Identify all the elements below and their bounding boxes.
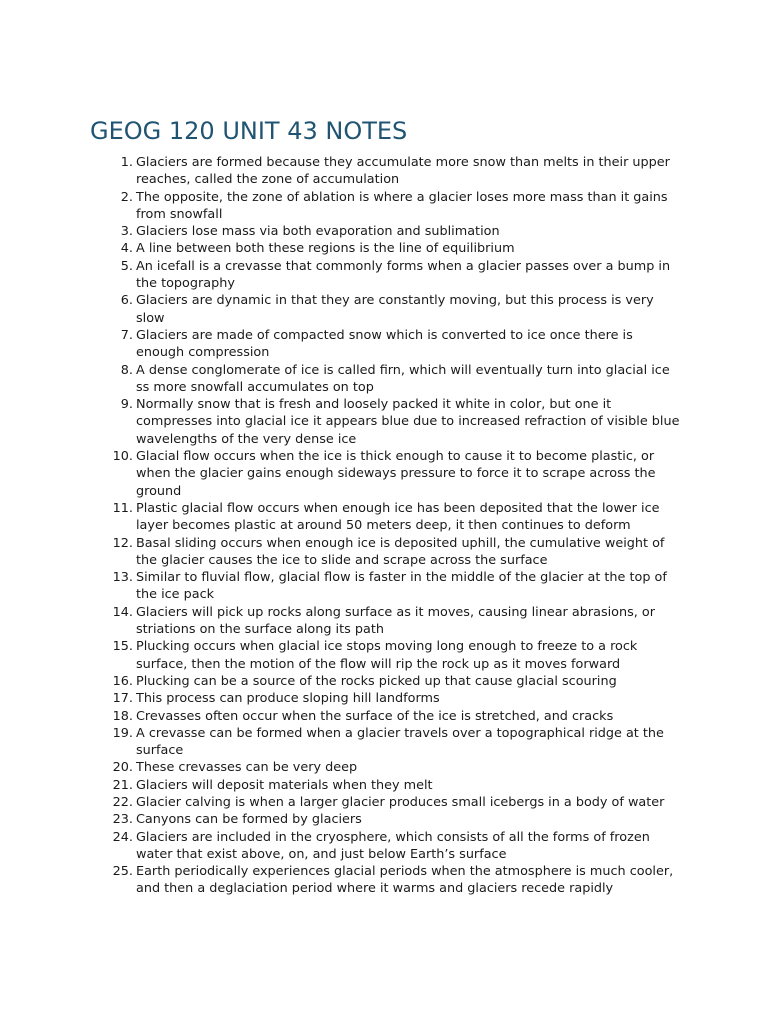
list-item-text: Similar to fluvial flow, glacial flow is faster in the middle of the glacier at the top of the ice pack [136, 570, 667, 603]
list-item-number: 13. [112, 570, 133, 586]
list-item [0, 829, 681, 864]
list-item-number: 16. [112, 673, 133, 689]
list-item-text: A crevasse can be formed when a glacier travels over a topographical ridge at the surface [136, 725, 664, 759]
list-item [0, 690, 681, 707]
list-item-number: 12. [112, 535, 133, 551]
list-item-number: 10. [112, 449, 133, 465]
list-item-number: 22. [112, 794, 133, 810]
list-item-text: Basal sliding occurs when enough ice is deposited uphill, the cumulative weight of the glacier causes the ice to slide and scrape across the surface [136, 535, 665, 568]
list-item-number: 24. [112, 829, 133, 845]
list-item-text: Glaciers will pick up rocks along surface as it moves, causing linear abrasions, or striations on the surface along its path [136, 604, 656, 638]
list-item-number: 23. [112, 812, 133, 828]
list-item-number: 7. [120, 327, 133, 343]
list-item [0, 327, 681, 362]
list-item-text: The opposite, the zone of ablation is where a glacier loses more mass than it gains from snowfall [136, 189, 668, 222]
list-item-number: 9. [120, 397, 133, 413]
list-item-number: 20. [112, 760, 133, 776]
list-item-text: Glacial flow occurs when the ice is thick enough to cause it to become plastic, or when the glacier gains enough sideways pressure to force it to scrape across the ground [136, 449, 656, 499]
list-item [0, 569, 681, 604]
list-item [0, 708, 681, 725]
list-item-text: Earth periodically experiences glacial periods when the atmosphere is much cooler, and then a deglaciation period where it warms and glaciers recede rapidly [136, 864, 674, 897]
list-item-number: 8. [120, 362, 133, 378]
list-item-text: Normally snow that is fresh and loosely packed it white in color, but one it compresses into glacial ice it appears blue due to increased refraction of visible blue wavelengths of the very dense ice [136, 397, 680, 447]
list-item-text: These crevasses can be very deep [136, 760, 358, 776]
list-item [0, 362, 681, 397]
list-item [0, 725, 681, 760]
list-item-number: 3. [120, 224, 133, 240]
list-item [0, 777, 681, 794]
page-title: GEOG 120 UNIT 43 NOTES [90, 117, 408, 145]
list-item [0, 811, 681, 828]
list-item-text: Plastic glacial flow occurs when enough ice has been deposited that the lower ice layer becomes plastic at around 50 meters deep, it then continues to deform [136, 500, 660, 534]
list-item-text: Glaciers are formed because they accumulate more snow than melts in their upper reaches, called the zone of accumulation [136, 155, 670, 188]
list-item [0, 500, 681, 535]
list-item-number: 17. [112, 691, 133, 707]
list-item [0, 604, 681, 639]
list-item-number: 18. [112, 708, 133, 724]
list-item [0, 794, 681, 811]
list-item-text: Glaciers lose mass via both evaporation and sublimation [136, 224, 500, 240]
notes-list [0, 154, 768, 898]
list-item-text: Glacier calving is when a larger glacier produces small icebergs in a body of water [136, 794, 665, 810]
list-item [0, 396, 681, 448]
list-item [0, 258, 681, 293]
list-item-text: Glaciers are dynamic in that they are constantly moving, but this process is very slow [136, 293, 654, 326]
list-item-number: 15. [112, 639, 133, 655]
list-item [0, 759, 681, 776]
list-item-text: Glaciers are made of compacted snow which is converted to ice once there is enough compression [136, 327, 633, 361]
list-item-number: 19. [112, 725, 133, 741]
list-item [0, 638, 681, 673]
list-item-number: 5. [120, 258, 133, 274]
list-item-number: 4. [120, 241, 133, 257]
list-item [0, 189, 681, 224]
list-item-number: 2. [120, 189, 133, 205]
list-item [0, 448, 681, 500]
list-item-text: Plucking occurs when glacial ice stops moving long enough to freeze to a rock surface, then the motion of the flow will rip the rock up as it moves forward [136, 639, 638, 672]
list-item-text: Plucking can be a source of the rocks picked up that cause glacial scouring [136, 673, 617, 689]
list-item-number: 6. [120, 293, 133, 309]
list-item [0, 240, 681, 257]
list-item-text: A line between both these regions is the line of equilibrium [136, 241, 515, 257]
list-item-number: 21. [112, 777, 133, 793]
list-item-text: Glaciers will deposit materials when they melt [136, 777, 433, 793]
list-item-text: This process can produce sloping hill landforms [136, 691, 440, 707]
list-item [0, 292, 681, 327]
list-item [0, 223, 681, 240]
list-item [0, 154, 681, 189]
list-item-number: 1. [120, 155, 133, 170]
list-item [0, 863, 681, 898]
list-item-text: A dense conglomerate of ice is called firn, which will eventually turn into glacial ice ss more snowfall accumulates on top [136, 362, 670, 395]
list-item-text: Canyons can be formed by glaciers [136, 812, 362, 828]
list-item [0, 673, 681, 690]
list-item-number: 25. [112, 864, 133, 880]
list-item [0, 535, 681, 570]
list-item-number: 11. [112, 500, 133, 516]
list-item-number: 14. [112, 604, 133, 620]
list-item-text: Glaciers are included in the cryosphere, which consists of all the forms of frozen water that exist above, on, and just below Earth’s surface [136, 829, 650, 862]
list-item-text: Crevasses often occur when the surface of the ice is stretched, and cracks [136, 708, 614, 724]
list-item-text: An icefall is a crevasse that commonly forms when a glacier passes over a bump in the topography [136, 258, 671, 292]
